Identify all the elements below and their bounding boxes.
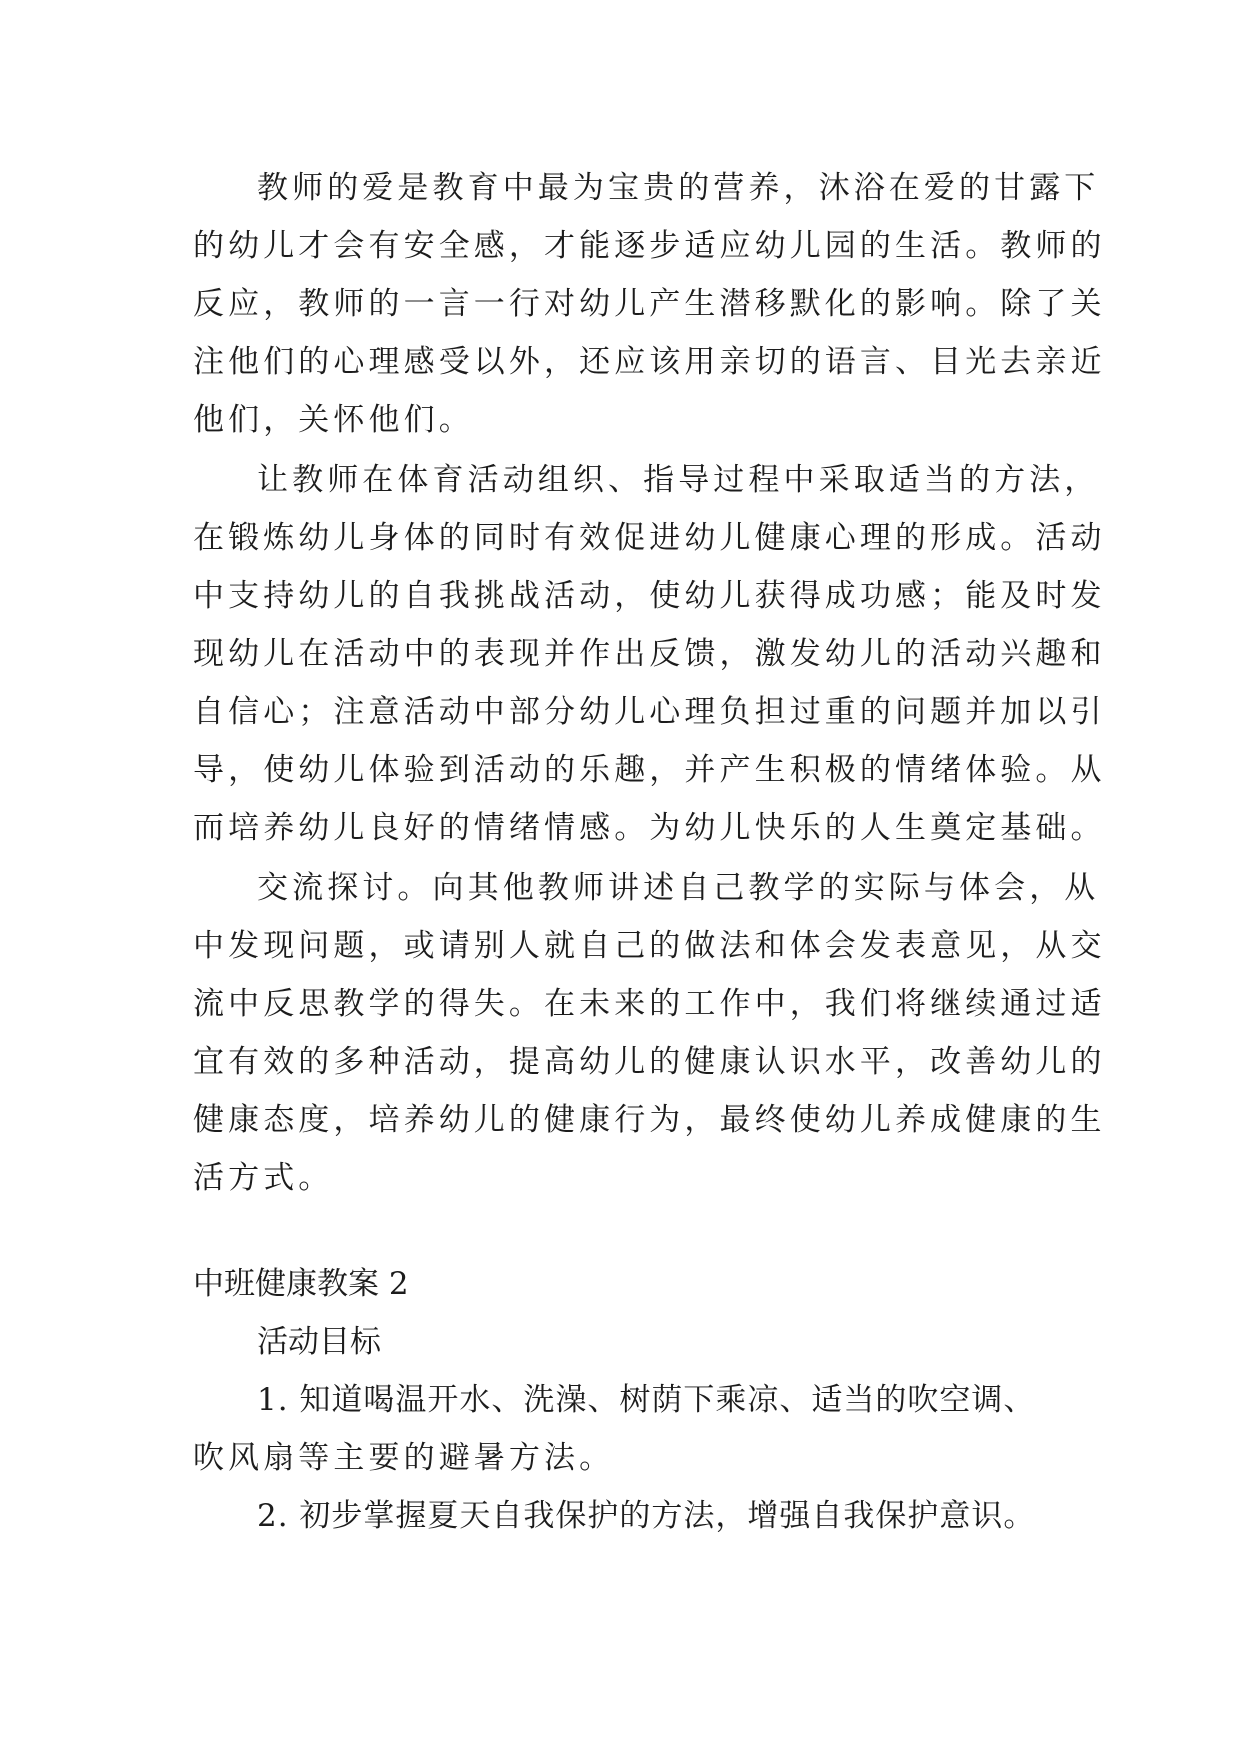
paragraph-2-line-3: 中支持幼儿的自我挑战活动，使幼儿获得成功感；能及时发 (193, 578, 1106, 614)
paragraph-2-line-1: 让教师在体育活动组织、指导过程中采取适当的方法， (257, 462, 1100, 498)
activity-goals-heading: 活动目标 (257, 1324, 381, 1360)
paragraph-3-line-2: 中发现问题，或请别人就自己的做法和体会发表意见，从交 (193, 928, 1106, 964)
paragraph-1-line-4: 注他们的心理感受以外，还应该用亲切的语言、目光去亲近 (193, 344, 1106, 380)
paragraph-2-line-5: 自信心；注意活动中部分幼儿心理负担过重的问题并加以引 (193, 694, 1106, 730)
goal-2-line-1: 2. 初步掌握夏天自我保护的方法，增强自我保护意识。 (257, 1498, 1036, 1534)
paragraph-2-line-7: 而培养幼儿良好的情绪情感。为幼儿快乐的人生奠定基础。 (193, 810, 1106, 846)
goal-1-line-1: 1. 知道喝温开水、洗澡、树荫下乘凉、适当的吹空调、 (257, 1382, 1036, 1418)
section-title: 中班健康教案 2 (193, 1266, 409, 1302)
paragraph-3-line-6: 活方式。 (193, 1160, 334, 1196)
goal-1-line-2: 吹风扇等主要的避暑方法。 (193, 1440, 615, 1476)
paragraph-1-line-1: 教师的爱是教育中最为宝贵的营养，沐浴在爱的甘露下 (257, 170, 1100, 206)
paragraph-3-line-4: 宜有效的多种活动，提高幼儿的健康认识水平，改善幼儿的 (193, 1044, 1106, 1080)
paragraph-2-line-4: 现幼儿在活动中的表现并作出反馈，激发幼儿的活动兴趣和 (193, 636, 1106, 672)
paragraph-3-line-5: 健康态度，培养幼儿的健康行为，最终使幼儿养成健康的生 (193, 1102, 1106, 1138)
paragraph-1-line-5: 他们，关怀他们。 (193, 402, 474, 438)
paragraph-1-line-2: 的幼儿才会有安全感，才能逐步适应幼儿园的生活。教师的 (193, 228, 1106, 264)
paragraph-2-line-6: 导，使幼儿体验到活动的乐趣，并产生积极的情绪体验。从 (193, 752, 1106, 788)
paragraph-3-line-3: 流中反思教学的得失。在未来的工作中，我们将继续通过适 (193, 986, 1106, 1022)
paragraph-2-line-2: 在锻炼幼儿身体的同时有效促进幼儿健康心理的形成。活动 (193, 520, 1106, 556)
paragraph-3-line-1: 交流探讨。向其他教师讲述自己教学的实际与体会，从 (257, 870, 1100, 906)
paragraph-1-line-3: 反应，教师的一言一行对幼儿产生潜移默化的影响。除了关 (193, 286, 1106, 322)
